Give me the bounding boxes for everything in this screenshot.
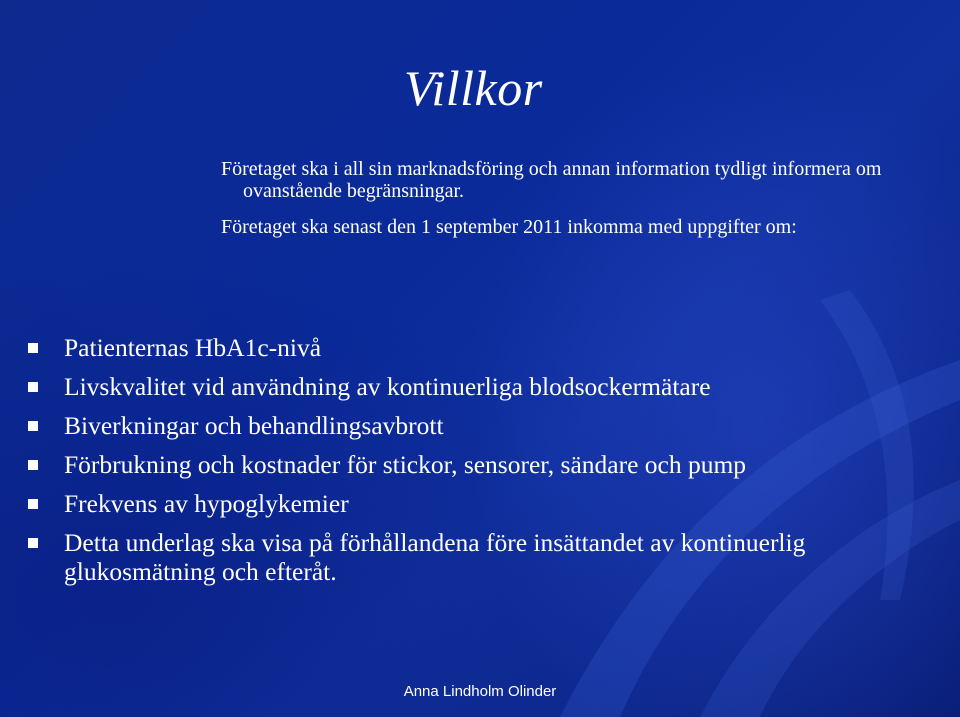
list-item-text: Förbrukning och kostnader för stickor, sensorer, sändare och pump	[64, 450, 747, 479]
intro-paragraph: Företaget ska senast den 1 september 2011 inkomma med uppgifter om:	[221, 216, 797, 238]
list-item	[28, 528, 948, 586]
slide-footer: Anna Lindholm Olinder	[403, 683, 557, 700]
square-bullet-icon	[28, 499, 38, 509]
list-item	[28, 450, 948, 479]
square-bullet-icon	[28, 382, 38, 392]
list-item-text: Biverkningar och behandlingsavbrott	[64, 411, 444, 440]
intro-text	[221, 158, 941, 238]
slide-title: Villkor	[404, 60, 543, 116]
intro-paragraph: Företaget ska i all sin marknadsföring och annan information tydligt informera om ovanstående begränsningar.	[221, 158, 882, 202]
list-item-text: Livskvalitet vid användning av kontinuerliga blodsockermätare	[64, 372, 711, 401]
list-item	[28, 411, 948, 440]
list-item	[28, 333, 948, 362]
list-item-text: Patienternas HbA1c-nivå	[64, 333, 322, 362]
square-bullet-icon	[28, 538, 38, 548]
list-item-text: Detta underlag ska visa på förhållandena före insättandet av kontinuerlig glukosmätning och efteråt.	[64, 528, 806, 586]
square-bullet-icon	[28, 421, 38, 431]
list-item-text: Frekvens av hypoglykemier	[64, 489, 349, 518]
square-bullet-icon	[28, 343, 38, 353]
bullet-list	[28, 333, 948, 596]
list-item	[28, 372, 948, 401]
list-item	[28, 489, 948, 518]
square-bullet-icon	[28, 460, 38, 470]
